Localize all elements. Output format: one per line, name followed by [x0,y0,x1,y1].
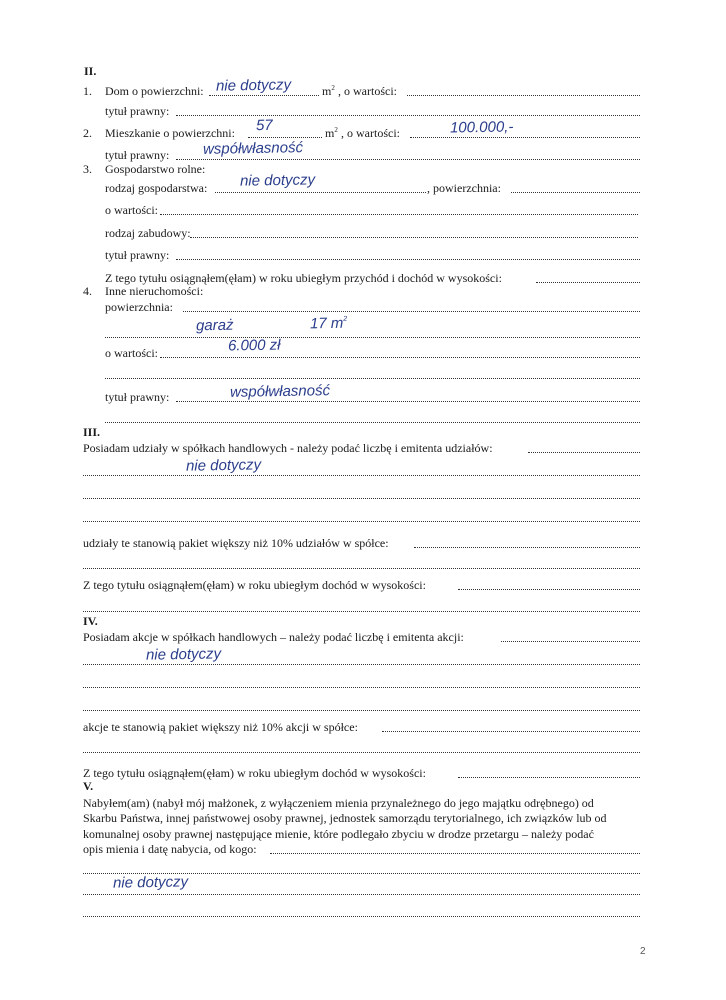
section-III-heading: III. [83,425,101,439]
item2-area-value: 57 [255,116,273,135]
section-V-line-3 [83,916,640,917]
section-III-shares-label: Posiadam udziały w spółkach handlowych - należy podać liczbę i emitenta udziałów: [83,441,493,455]
item1-unit: $m^2$ [322,84,335,98]
item1-title-label: tytuł prawny: [105,104,170,118]
item3-value-line [160,214,638,215]
section-III-package-line [414,547,640,548]
item4-title-label: tytuł prawny: [105,390,170,404]
section-III-line-3 [83,521,640,522]
item2-number: 2. [83,126,92,140]
section-IV-line-3 [83,710,640,711]
item3-label: Gospodarstwo rolne: [105,162,206,176]
item2-title-value: współwłasność [202,139,304,158]
section-IV-income-line [458,777,640,778]
item4-title-line [176,401,640,402]
item1-number: 1. [83,84,92,98]
item3-area-line [511,192,640,193]
item3-building-label: rodzaj zabudowy: [105,226,191,240]
section-V-line-0 [270,853,640,854]
section-IV-package-line [382,731,640,732]
item4-value-label: o wartości: [105,346,158,360]
item4-label: Inne nieruchomości: [105,284,204,298]
item2-value-line [410,137,640,138]
item3-type-value: nie dotyczy [239,171,316,190]
item1-area-line [209,95,319,96]
item1-area-value: nie dotyczy [215,76,292,95]
item4-title-value: współwłasność [229,382,331,401]
item2-label: Mieszkanie o powierzchni: [105,126,235,140]
item3-value-label: o wartości: [105,203,158,217]
section-V-value: nie dotyczy [112,873,189,892]
item1-label: Dom o powierzchni: [105,84,204,98]
item4-area-line-2 [105,337,640,338]
item3-area-label: , powierzchnia: [427,181,501,195]
section-IV-stocks-label: Posiadam akcje w spółkach handlowych – należy podać liczbę i emitenta akcji: [83,630,464,644]
section-III-shares-line [528,452,640,453]
item3-income-label: Z tego tytułu osiągnąłem(ęłam) w roku ubiegłym przychód i dochód w wysokości: [105,271,502,285]
section-III-income-label: Z tego tytułu osiągnąłem(ęłam) w roku ubiegłym dochód w wysokości: [83,578,426,592]
item3-type-line [215,192,426,193]
item4-number: 4. [83,284,92,298]
item4-title-line-2 [105,422,640,423]
section-V-text-1: Nabyłem(am) (nabył mój małżonek, z wyłączeniem mienia przynależnego do jego majątku odrębnego) od [83,796,594,810]
section-III-shares-value: nie dotyczy [185,456,262,475]
section-III-package-line-2 [83,568,640,569]
item4-area-label: powierzchnia: [105,300,173,314]
section-III-line-1 [83,475,640,476]
section-IV-stocks-line [501,641,640,642]
section-V-text-3: komunalnej osoby prawnej następujące mienie, które podlegało zbyciu w drodze przetargu – należy podać [83,827,594,841]
item1-value-line [407,95,640,96]
item3-income-line [536,282,640,283]
section-IV-line-1 [83,664,640,665]
section-III-package-label: udziały te stanowią pakiet większy niż 10% udziałów w spółce: [83,536,389,550]
item1-title-line [176,115,640,116]
item4-value-line [160,357,640,358]
item2-unit: $m^2$ [325,126,338,140]
section-III-line-2 [83,498,640,499]
item3-type-label: rodzaj gospodarstwa: [105,181,208,195]
item2-title-line [176,159,640,160]
section-IV-package-line-2 [83,752,640,753]
item1-value-label: , o wartości: [338,84,397,98]
item2-area-line [248,137,322,138]
item4-area-text: garaż [195,316,234,335]
item4-area-value: 17 $m^2$ [309,314,348,333]
item4-value-line-2 [105,378,640,379]
section-IV-stocks-value: nie dotyczy [145,645,222,664]
section-IV-package-label: akcje te stanowią pakiet większy niż 10% akcji w spółce: [83,720,358,734]
item2-value-label: , o wartości: [341,126,400,140]
section-IV-line-2 [83,687,640,688]
item2-value: 100.000,- [449,118,514,137]
section-III-income-line-2 [83,611,640,612]
section-IV-heading: IV. [83,614,98,628]
item3-building-line [190,237,638,238]
item4-value: 6.000 zł [227,336,281,355]
page-number: 2 [640,946,646,957]
section-V-text-4: opis mienia i datę nabycia, od kogo: [83,842,257,856]
section-III-income-line [458,589,640,590]
section-V-heading: V. [83,779,94,793]
item4-area-line [183,311,640,312]
item2-title-label: tytuł prawny: [105,148,170,162]
item3-title-line [176,259,640,260]
section-II-heading: II. [84,64,97,78]
item3-number: 3. [83,162,92,176]
section-V-text-2: Skarbu Państwa, innej państwowej osoby prawnej, jednostek samorządu terytorialnego, ich związków lub od [83,811,607,825]
section-IV-income-label: Z tego tytułu osiągnąłem(ęłam) w roku ubiegłym dochód w wysokości: [83,766,426,780]
item3-title-label: tytuł prawny: [105,248,170,262]
section-V-line-2 [83,894,640,895]
